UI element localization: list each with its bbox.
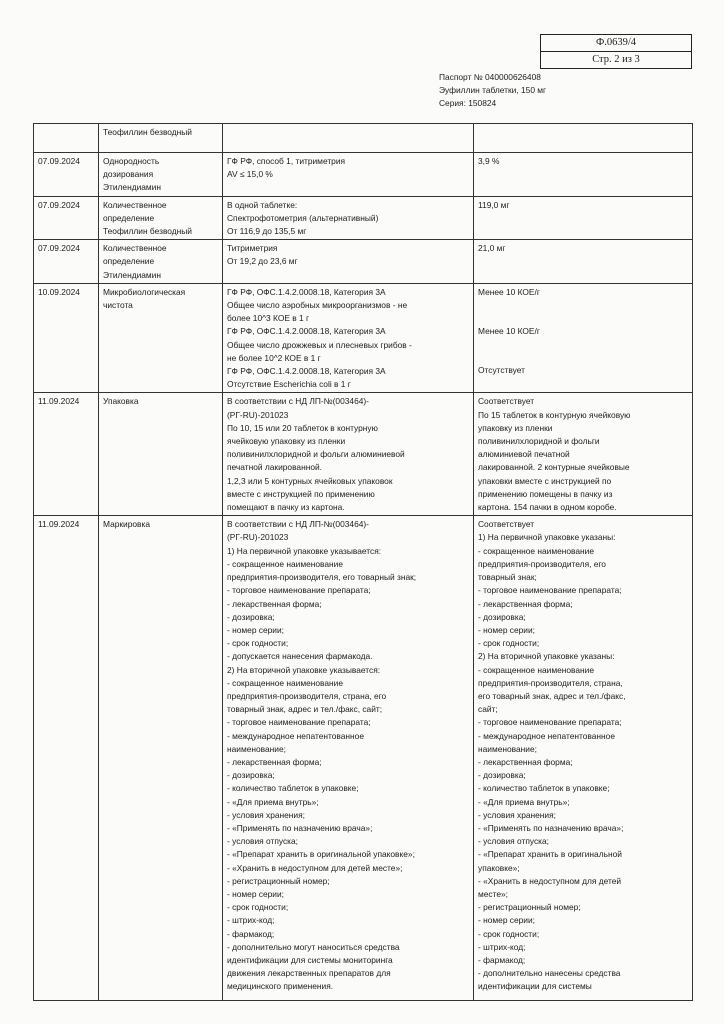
- passport-number: Паспорт № 040000626408: [439, 72, 541, 82]
- table-row: [34, 283, 693, 393]
- blank-line: [227, 126, 469, 139]
- test-name-cell: [99, 283, 223, 393]
- result-line: Отсутствует: [478, 365, 525, 376]
- requirement-line: 1,2,3 или 5 контурных ячейковых упаковок: [227, 475, 393, 486]
- requirement-cell: [223, 153, 474, 197]
- product-name: Эуфиллин таблетки, 150 мг: [439, 85, 547, 95]
- requirement-line: 2) На вторичной упаковке указывается:: [227, 664, 381, 675]
- result-line: - «Хранить в недоступном для детей: [478, 875, 622, 886]
- table-row: [34, 516, 693, 1001]
- test-name-line: Этилендиамин: [103, 182, 161, 193]
- requirement-line: - дозировка;: [227, 770, 275, 781]
- requirement-line: медицинского применения.: [227, 981, 334, 992]
- table-row: [34, 240, 693, 284]
- requirement-line: наименование;: [227, 743, 286, 754]
- result-line: 2) На вторичной упаковке указаны:: [478, 651, 615, 662]
- form-code-box: [540, 34, 692, 69]
- result-line: Менее 10 КОЕ/г: [478, 326, 540, 337]
- result-cell: [474, 516, 693, 1001]
- requirement-cell: [223, 516, 474, 1001]
- requirement-line: - срок годности;: [227, 638, 289, 649]
- result-line: - «Применять по назначению врача»;: [478, 822, 624, 833]
- test-name-cell: [99, 124, 223, 153]
- result-line: Менее 10 КОЕ/г: [478, 286, 540, 297]
- result-line: упаковку из пленки: [478, 422, 553, 433]
- requirement-line: ячейковую упаковку из пленки: [227, 436, 346, 447]
- test-name-line: Этилендиамин: [103, 269, 161, 280]
- blank-line: [478, 351, 688, 364]
- result-line: товарный знак;: [478, 572, 537, 583]
- result-line: - дозировка;: [478, 770, 526, 781]
- requirement-line: AV ≤ 15,0 %: [227, 169, 273, 180]
- test-date: 07.09.2024: [38, 243, 80, 254]
- requirement-line: 1) На первичной упаковке указывается:: [227, 545, 382, 556]
- result-line: - срок годности;: [478, 928, 540, 939]
- result-cell: [474, 393, 693, 516]
- requirement-line: (РГ-RU)-201023: [227, 409, 289, 420]
- test-date: 07.09.2024: [38, 156, 80, 166]
- date-cell: [34, 124, 99, 153]
- test-date: 07.09.2024: [38, 199, 80, 210]
- test-name-line: Упаковка: [103, 396, 139, 407]
- result-line: - «Препарат хранить в оригинальной: [478, 849, 622, 860]
- test-name-cell: [99, 516, 223, 1001]
- requirement-line: Общее число аэробных микроорганизмов - не: [227, 300, 408, 311]
- result-line: 3,9 %: [478, 156, 500, 166]
- result-line: - условия хранения;: [478, 809, 556, 820]
- requirement-line: - международное непатентованное: [227, 730, 364, 741]
- result-line: его товарный знак, адрес и тел./факс,: [478, 690, 626, 701]
- result-line: - торговое наименование препарата;: [478, 585, 622, 596]
- result-line: - условия отпуска;: [478, 836, 549, 847]
- requirement-line: идентификации для системы мониторинга: [227, 954, 393, 965]
- result-cell: [474, 153, 693, 197]
- result-line: упаковки вместе с инструкцией по: [478, 475, 612, 486]
- requirement-line: - дозировка;: [227, 611, 275, 622]
- result-line: картона. 154 пачки в одном коробе.: [478, 502, 617, 513]
- test-name-line: Теофиллин безводный: [103, 226, 192, 237]
- result-line: - международное непатентованное: [478, 730, 615, 741]
- requirement-line: товарный знак, адрес и тел./факс, сайт;: [227, 704, 383, 715]
- test-name-line: определение: [103, 212, 155, 223]
- requirement-line: не более 10^2 КОЕ в 1 г: [227, 352, 321, 363]
- requirement-line: - «Хранить в недоступном для детей месте»;: [227, 862, 403, 873]
- page-number: Стр. 2 из 3: [541, 51, 691, 68]
- requirement-line: - торговое наименование препарата;: [227, 585, 371, 596]
- requirement-cell: [223, 124, 474, 153]
- test-name-cell: [99, 393, 223, 516]
- requirement-line: - номер серии;: [227, 624, 284, 635]
- requirement-line: По 10, 15 или 20 таблеток в контурную: [227, 422, 378, 433]
- requirement-line: ГФ РФ, ОФС.1.4.2.0008.18, Категория 3А: [227, 326, 386, 337]
- requirement-line: ГФ РФ, ОФС.1.4.2.0008.18, Категория 3А: [227, 366, 386, 377]
- requirement-line: От 19,2 до 23,6 мг: [227, 256, 298, 267]
- blank-line: [478, 312, 688, 325]
- result-line: алюминиевой печатной: [478, 449, 570, 460]
- date-cell: [34, 240, 99, 284]
- result-line: - лекарственная форма;: [478, 756, 573, 767]
- requirement-line: предприятия-производителя, его товарный знак;: [227, 572, 417, 583]
- test-name-line: Теофиллин безводный: [103, 127, 192, 137]
- test-name-cell: [99, 196, 223, 240]
- requirement-line: предприятия-производителя, страна, его: [227, 690, 387, 701]
- blank-line: [478, 299, 688, 312]
- requirement-line: более 10^3 КОЕ в 1 г: [227, 313, 310, 324]
- result-line: - лекарственная форма;: [478, 598, 573, 609]
- test-date: 11.09.2024: [38, 396, 80, 407]
- result-line: Соответствует: [478, 519, 535, 530]
- test-name-cell: [99, 240, 223, 284]
- requirement-line: - условия отпуска;: [227, 836, 298, 847]
- date-cell: [34, 516, 99, 1001]
- result-line: идентификации для системы: [478, 981, 592, 992]
- test-name-line: Маркировка: [103, 519, 150, 530]
- result-line: - «Для приема внутрь»;: [478, 796, 570, 807]
- requirement-line: ГФ РФ, способ 1, титриметрия: [227, 156, 346, 166]
- requirement-line: поливинилхлоридной и фольги алюминиевой: [227, 449, 405, 460]
- result-line: 21,0 мг: [478, 243, 506, 254]
- test-date: 10.09.2024: [38, 286, 80, 297]
- date-cell: [34, 153, 99, 197]
- requirement-line: (РГ-RU)-201023: [227, 532, 289, 543]
- requirement-line: В одной таблетке:: [227, 199, 298, 210]
- requirement-line: вместе с инструкцией по применению: [227, 488, 375, 499]
- requirement-line: Спектрофотометрия (альтернативный): [227, 212, 379, 223]
- requirement-cell: [223, 240, 474, 284]
- result-line: наименование;: [478, 743, 537, 754]
- requirement-line: ГФ РФ, ОФС.1.4.2.0008.18, Категория 3А: [227, 286, 386, 297]
- result-line: упаковке»;: [478, 862, 520, 873]
- result-cell: [474, 196, 693, 240]
- test-name-line: определение: [103, 256, 155, 267]
- requirement-line: - номер серии;: [227, 888, 284, 899]
- blank-line: [478, 126, 688, 139]
- result-line: - торговое наименование препарата;: [478, 717, 622, 728]
- result-line: - дозировка;: [478, 611, 526, 622]
- requirement-line: - «Применять по назначению врача»;: [227, 822, 373, 833]
- requirement-line: - «Препарат хранить в оригинальной упаковке»;: [227, 849, 415, 860]
- requirement-line: - лекарственная форма;: [227, 756, 322, 767]
- table-row: [34, 124, 693, 153]
- result-cell: [474, 240, 693, 284]
- result-line: - номер серии;: [478, 624, 535, 635]
- requirement-line: - допускается нанесения фармакода.: [227, 651, 373, 662]
- result-line: - дополнительно нанесены средства: [478, 968, 621, 979]
- result-cell: [474, 124, 693, 153]
- requirement-line: - фармакод;: [227, 928, 275, 939]
- series-number: Серия: 150824: [439, 98, 497, 108]
- result-line: предприятия-производителя, его: [478, 558, 606, 569]
- requirement-line: Титриметрия: [227, 243, 278, 254]
- result-line: поливинилхлоридной и фольги: [478, 436, 600, 447]
- requirement-line: помещают в пачку из картона.: [227, 502, 345, 513]
- requirement-line: - количество таблеток в упаковке;: [227, 783, 359, 794]
- result-line: сайт;: [478, 704, 498, 715]
- requirement-cell: [223, 393, 474, 516]
- requirement-line: - «Для приема внутрь»;: [227, 796, 319, 807]
- date-cell: [34, 196, 99, 240]
- result-line: лакированной. 2 контурные ячейковые: [478, 462, 630, 473]
- result-line: - сокращенное наименование: [478, 545, 595, 556]
- result-line: - количество таблеток в упаковке;: [478, 783, 610, 794]
- requirement-line: В соответствии с НД ЛП-№(003464)-: [227, 396, 369, 407]
- requirement-line: - лекарственная форма;: [227, 598, 322, 609]
- requirement-line: Отсутствие Escherichia coli в 1 г: [227, 379, 351, 390]
- requirement-line: - сокращенное наименование: [227, 677, 344, 688]
- result-line: - фармакод;: [478, 954, 526, 965]
- requirement-line: движения лекарственных препаратов для: [227, 968, 391, 979]
- passport-header: [439, 71, 546, 110]
- requirement-line: - сокращенное наименование: [227, 558, 344, 569]
- requirement-line: Общее число дрожжевых и плесневых грибов -: [227, 339, 412, 350]
- requirement-cell: [223, 196, 474, 240]
- result-line: - сокращенное наименование: [478, 664, 595, 675]
- form-code: Ф.0639/4: [595, 37, 637, 48]
- test-results-table: [33, 123, 693, 1001]
- result-line: применению помещены в пачку из: [478, 488, 613, 499]
- requirement-line: - условия хранения;: [227, 809, 305, 820]
- result-line: месте»;: [478, 888, 508, 899]
- blank-line: [478, 338, 688, 351]
- result-line: 119,0 мг: [478, 199, 510, 210]
- requirement-line: - штрих-код;: [227, 915, 275, 926]
- table-row: [34, 153, 693, 197]
- test-name-line: Количественное: [103, 199, 167, 210]
- requirement-line: печатной лакированной.: [227, 462, 323, 473]
- requirement-line: - дополнительно могут наноситься средства: [227, 941, 400, 952]
- date-cell: [34, 283, 99, 393]
- result-line: - регистрационный номер;: [478, 902, 581, 913]
- test-name-line: Микробиологическая: [103, 286, 186, 297]
- result-line: 1) На первичной упаковке указаны:: [478, 532, 616, 543]
- test-name-line: чистота: [103, 300, 133, 311]
- requirement-line: В соответствии с НД ЛП-№(003464)-: [227, 519, 369, 530]
- test-results-body: [34, 124, 693, 1001]
- requirement-cell: [223, 283, 474, 393]
- test-name-line: дозирования: [103, 169, 154, 180]
- result-line: - срок годности;: [478, 638, 540, 649]
- test-name-cell: [99, 153, 223, 197]
- result-line: - штрих-код;: [478, 941, 526, 952]
- result-line: предприятия-производителя, страна,: [478, 677, 623, 688]
- requirement-line: - торговое наименование препарата;: [227, 717, 371, 728]
- result-line: Соответствует: [478, 396, 535, 407]
- requirement-line: - срок годности;: [227, 902, 289, 913]
- result-line: - номер серии;: [478, 915, 535, 926]
- test-name-line: Количественное: [103, 243, 167, 254]
- requirement-line: От 116,9 до 135,5 мг: [227, 226, 307, 237]
- result-line: По 15 таблеток в контурную ячейковую: [478, 409, 631, 420]
- date-cell: [34, 393, 99, 516]
- test-date: 11.09.2024: [38, 519, 80, 530]
- result-cell: [474, 283, 693, 393]
- requirement-line: - регистрационный номер;: [227, 875, 330, 886]
- test-name-line: Однородность: [103, 156, 160, 166]
- table-row: [34, 393, 693, 516]
- table-row: [34, 196, 693, 240]
